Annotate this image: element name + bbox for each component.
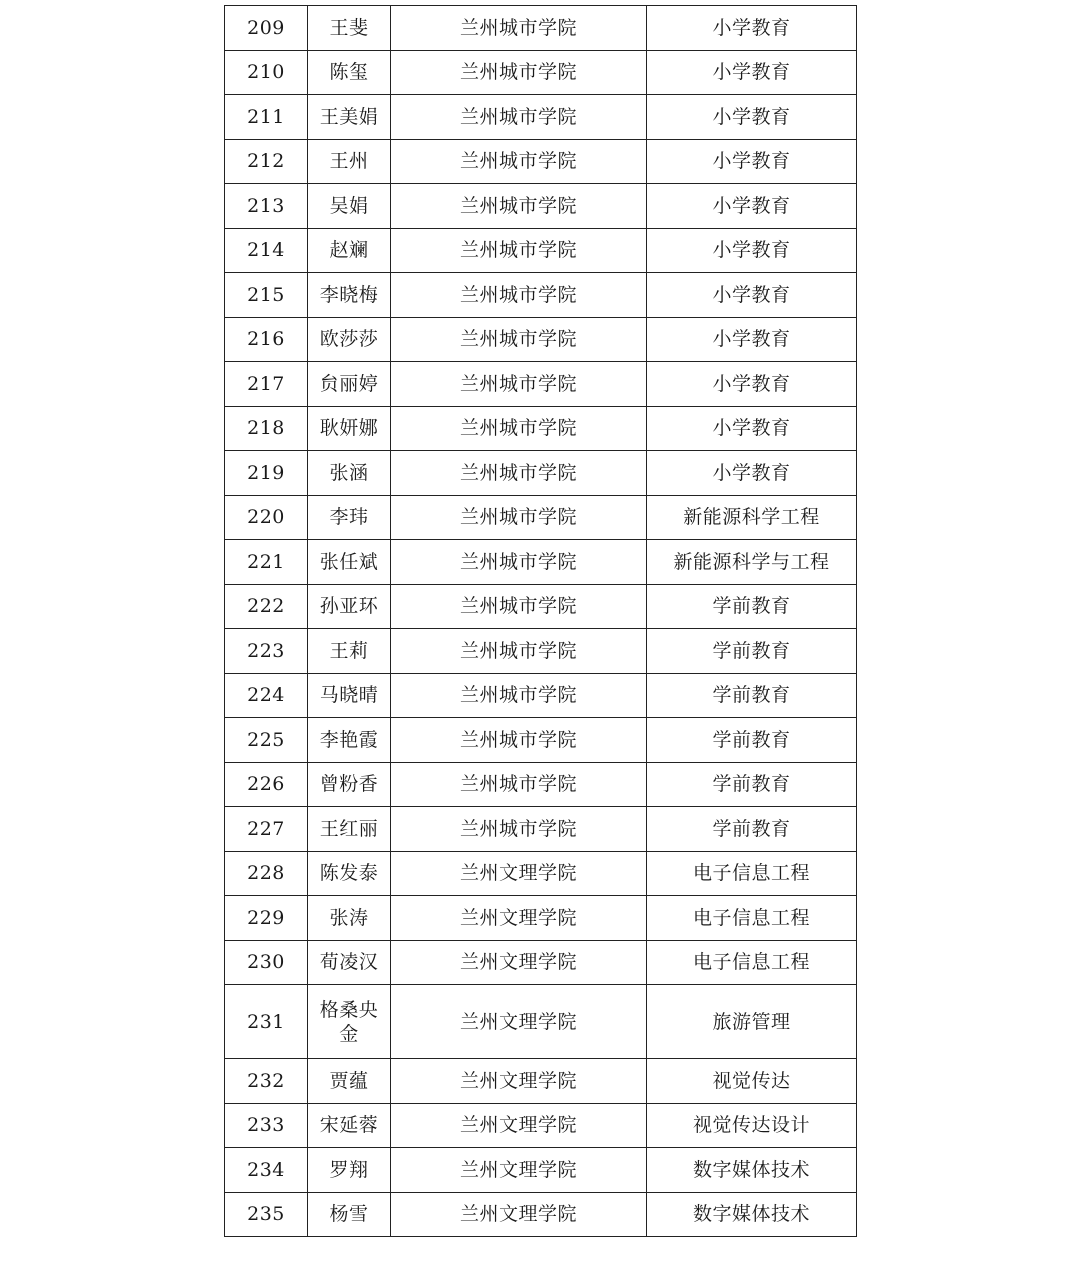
table-row bbox=[225, 495, 857, 540]
table-row bbox=[225, 940, 857, 985]
table-row bbox=[225, 540, 857, 585]
school-name-cell: 兰州文理学院 bbox=[391, 851, 647, 896]
school-name-cell: 兰州城市学院 bbox=[391, 139, 647, 184]
roster-table-body bbox=[225, 6, 857, 1237]
row-number-cell: 228 bbox=[225, 851, 308, 896]
major-name-cell: 小学教育 bbox=[647, 50, 857, 95]
table-row bbox=[225, 406, 857, 451]
row-number-cell: 226 bbox=[225, 762, 308, 807]
school-name-cell: 兰州文理学院 bbox=[391, 940, 647, 985]
school-name-cell: 兰州文理学院 bbox=[391, 1192, 647, 1237]
row-number-cell: 235 bbox=[225, 1192, 308, 1237]
row-number-cell: 216 bbox=[225, 317, 308, 362]
row-number-cell: 222 bbox=[225, 584, 308, 629]
table-row bbox=[225, 673, 857, 718]
student-name-cell: 王斐 bbox=[308, 6, 391, 51]
row-number-cell: 209 bbox=[225, 6, 308, 51]
major-name-cell: 学前教育 bbox=[647, 629, 857, 674]
student-name-cell: 罗翔 bbox=[308, 1148, 391, 1193]
table-row bbox=[225, 95, 857, 140]
major-name-cell: 电子信息工程 bbox=[647, 940, 857, 985]
major-name-cell: 视觉传达 bbox=[647, 1059, 857, 1104]
roster-table-container bbox=[224, 5, 856, 1237]
student-name-cell: 贠丽婷 bbox=[308, 362, 391, 407]
major-name-cell: 学前教育 bbox=[647, 718, 857, 763]
major-name-cell: 小学教育 bbox=[647, 451, 857, 496]
row-number-cell: 221 bbox=[225, 540, 308, 585]
student-name-cell: 杨雪 bbox=[308, 1192, 391, 1237]
student-name-cell: 吴娟 bbox=[308, 184, 391, 229]
table-row bbox=[225, 1192, 857, 1237]
major-name-cell: 小学教育 bbox=[647, 228, 857, 273]
major-name-cell: 学前教育 bbox=[647, 584, 857, 629]
student-name-cell: 张涛 bbox=[308, 896, 391, 941]
school-name-cell: 兰州城市学院 bbox=[391, 362, 647, 407]
row-number-cell: 225 bbox=[225, 718, 308, 763]
row-number-cell: 214 bbox=[225, 228, 308, 273]
table-row bbox=[225, 228, 857, 273]
school-name-cell: 兰州城市学院 bbox=[391, 95, 647, 140]
table-row bbox=[225, 629, 857, 674]
major-name-cell: 小学教育 bbox=[647, 6, 857, 51]
row-number-cell: 231 bbox=[225, 985, 308, 1059]
row-number-cell: 232 bbox=[225, 1059, 308, 1104]
major-name-cell: 学前教育 bbox=[647, 762, 857, 807]
row-number-cell: 229 bbox=[225, 896, 308, 941]
major-name-cell: 小学教育 bbox=[647, 184, 857, 229]
table-row bbox=[225, 718, 857, 763]
roster-table bbox=[224, 5, 857, 1237]
table-row bbox=[225, 584, 857, 629]
table-row bbox=[225, 139, 857, 184]
table-row bbox=[225, 273, 857, 318]
school-name-cell: 兰州城市学院 bbox=[391, 629, 647, 674]
school-name-cell: 兰州文理学院 bbox=[391, 985, 647, 1059]
table-row bbox=[225, 362, 857, 407]
major-name-cell: 新能源科学工程 bbox=[647, 495, 857, 540]
school-name-cell: 兰州城市学院 bbox=[391, 6, 647, 51]
student-name-cell: 王红丽 bbox=[308, 807, 391, 852]
table-row bbox=[225, 985, 857, 1059]
row-number-cell: 233 bbox=[225, 1103, 308, 1148]
row-number-cell: 210 bbox=[225, 50, 308, 95]
major-name-cell: 旅游管理 bbox=[647, 985, 857, 1059]
student-name-cell: 王莉 bbox=[308, 629, 391, 674]
table-row bbox=[225, 807, 857, 852]
school-name-cell: 兰州文理学院 bbox=[391, 1148, 647, 1193]
major-name-cell: 学前教育 bbox=[647, 807, 857, 852]
student-name-cell: 贾蕴 bbox=[308, 1059, 391, 1104]
row-number-cell: 220 bbox=[225, 495, 308, 540]
row-number-cell: 217 bbox=[225, 362, 308, 407]
student-name-cell: 孙亚环 bbox=[308, 584, 391, 629]
school-name-cell: 兰州城市学院 bbox=[391, 273, 647, 318]
major-name-cell: 新能源科学与工程 bbox=[647, 540, 857, 585]
major-name-cell: 数字媒体技术 bbox=[647, 1192, 857, 1237]
table-row bbox=[225, 50, 857, 95]
school-name-cell: 兰州城市学院 bbox=[391, 184, 647, 229]
major-name-cell: 小学教育 bbox=[647, 139, 857, 184]
table-row bbox=[225, 451, 857, 496]
school-name-cell: 兰州城市学院 bbox=[391, 451, 647, 496]
student-name-cell: 陈发泰 bbox=[308, 851, 391, 896]
school-name-cell: 兰州城市学院 bbox=[391, 540, 647, 585]
school-name-cell: 兰州城市学院 bbox=[391, 584, 647, 629]
student-name-cell: 耿妍娜 bbox=[308, 406, 391, 451]
major-name-cell: 小学教育 bbox=[647, 317, 857, 362]
major-name-cell: 视觉传达设计 bbox=[647, 1103, 857, 1148]
row-number-cell: 227 bbox=[225, 807, 308, 852]
row-number-cell: 218 bbox=[225, 406, 308, 451]
school-name-cell: 兰州文理学院 bbox=[391, 1103, 647, 1148]
major-name-cell: 电子信息工程 bbox=[647, 896, 857, 941]
student-name-cell: 王州 bbox=[308, 139, 391, 184]
major-name-cell: 小学教育 bbox=[647, 406, 857, 451]
student-name-cell: 荀凌汉 bbox=[308, 940, 391, 985]
table-row bbox=[225, 6, 857, 51]
student-name-cell: 李玮 bbox=[308, 495, 391, 540]
student-name-cell: 曾粉香 bbox=[308, 762, 391, 807]
student-name-cell: 欧莎莎 bbox=[308, 317, 391, 362]
row-number-cell: 223 bbox=[225, 629, 308, 674]
table-row bbox=[225, 1059, 857, 1104]
student-name-cell: 赵斓 bbox=[308, 228, 391, 273]
school-name-cell: 兰州城市学院 bbox=[391, 673, 647, 718]
row-number-cell: 211 bbox=[225, 95, 308, 140]
major-name-cell: 小学教育 bbox=[647, 95, 857, 140]
student-name-cell: 陈玺 bbox=[308, 50, 391, 95]
student-name-cell: 王美娟 bbox=[308, 95, 391, 140]
table-row bbox=[225, 762, 857, 807]
school-name-cell: 兰州城市学院 bbox=[391, 495, 647, 540]
student-name-cell: 李晓梅 bbox=[308, 273, 391, 318]
row-number-cell: 234 bbox=[225, 1148, 308, 1193]
row-number-cell: 219 bbox=[225, 451, 308, 496]
major-name-cell: 数字媒体技术 bbox=[647, 1148, 857, 1193]
student-name-cell: 宋延蓉 bbox=[308, 1103, 391, 1148]
student-name-cell: 格桑央金 bbox=[308, 985, 391, 1059]
student-name-cell: 张涵 bbox=[308, 451, 391, 496]
table-row bbox=[225, 851, 857, 896]
school-name-cell: 兰州文理学院 bbox=[391, 1059, 647, 1104]
row-number-cell: 230 bbox=[225, 940, 308, 985]
row-number-cell: 224 bbox=[225, 673, 308, 718]
major-name-cell: 小学教育 bbox=[647, 273, 857, 318]
school-name-cell: 兰州城市学院 bbox=[391, 718, 647, 763]
school-name-cell: 兰州城市学院 bbox=[391, 228, 647, 273]
table-row bbox=[225, 317, 857, 362]
student-name-cell: 李艳霞 bbox=[308, 718, 391, 763]
student-name-cell: 张任斌 bbox=[308, 540, 391, 585]
table-row bbox=[225, 184, 857, 229]
row-number-cell: 215 bbox=[225, 273, 308, 318]
student-name-cell: 马晓晴 bbox=[308, 673, 391, 718]
row-number-cell: 213 bbox=[225, 184, 308, 229]
school-name-cell: 兰州城市学院 bbox=[391, 807, 647, 852]
table-row bbox=[225, 1148, 857, 1193]
row-number-cell: 212 bbox=[225, 139, 308, 184]
major-name-cell: 小学教育 bbox=[647, 362, 857, 407]
major-name-cell: 电子信息工程 bbox=[647, 851, 857, 896]
school-name-cell: 兰州城市学院 bbox=[391, 50, 647, 95]
table-row bbox=[225, 896, 857, 941]
school-name-cell: 兰州城市学院 bbox=[391, 762, 647, 807]
table-row bbox=[225, 1103, 857, 1148]
school-name-cell: 兰州城市学院 bbox=[391, 406, 647, 451]
school-name-cell: 兰州城市学院 bbox=[391, 317, 647, 362]
major-name-cell: 学前教育 bbox=[647, 673, 857, 718]
school-name-cell: 兰州文理学院 bbox=[391, 896, 647, 941]
